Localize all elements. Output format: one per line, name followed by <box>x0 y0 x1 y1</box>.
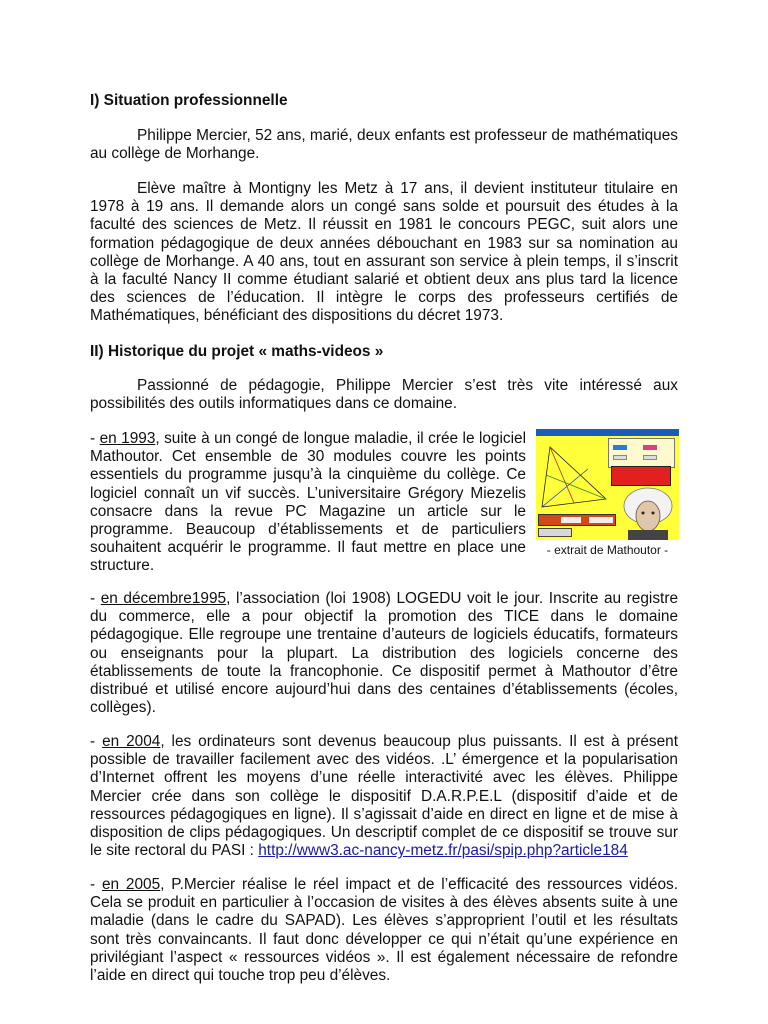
section-heading-historique: II) Historique du projet « maths-videos » <box>90 343 384 360</box>
portrait-image <box>618 484 678 540</box>
paragraph-1993 <box>90 430 526 576</box>
paragraph-1995 <box>90 590 678 717</box>
date-2004: en 2004 <box>102 733 161 750</box>
dash: - <box>90 430 100 447</box>
paragraph-2004 <box>90 733 678 860</box>
pasi-link[interactable]: http://www3.ac-nancy-metz.fr/pasi/spip.php?article184 <box>258 842 628 860</box>
mathoutor-screenshot <box>536 429 679 540</box>
text-2005: , P.Mercier réalise le réel impact et de l’efficacité des ressources vidéos. Cela se produit en particulier à l’occasion de visites à des élèves absents suite à une maladie (dans le cadre du SAPAD). Les élèves s’approprient l’outil et les résultats sont très convaincants. Il faut donc développer ce qui n’était qu’une expérience en privilégiant l’aspect « ressources vidéos ». Il est également nécessaire de refondre l’aide en direct qui touche trop peu d’élèves. <box>90 876 678 985</box>
date-2005: en 2005 <box>101 876 161 893</box>
dash: - <box>90 733 103 750</box>
dash: - <box>90 876 102 893</box>
paragraph-career: Elève maître à Montigny les Metz à 17 ans, il devient instituteur titulaire en 1978 à 19 ans. Il demande alors un congé sans solde et poursuit des études à la faculté des sciences de Metz. Il réussit en 1981 le concours PEGC, suit alors une formation pédagogique de deux années débouchant en 1983 sur sa nomination au collège de Morhange. A 40 ans, tout en assurant son service à plein temps, il s’inscrit à la faculté Nancy II comme étudiant salarié et obtient deux ans plus tard la licence des sciences de l’éducation. Il intègre le corps des professeurs certifiés de Mathématiques, bénéficiant des dispositions du décret 1973. <box>90 180 678 325</box>
text-1993: , suite à un congé de longue maladie, il crée le logiciel Mathoutor. Cet ensemble de 30 modules couvre les points essentiels du programme jusqu’à la cinquième du collège. Ce logiciel connaît un vif succès. L’universitaire Grégory Miezelis consacre dans la revue PC Magazine un article sur le programme. Beaucoup d’établissements et de particuliers souhaitent acquérir le programme. Il faut mettre en place une structure. <box>90 430 526 575</box>
screenshot-button <box>538 528 572 537</box>
screenshot-toolbar <box>538 514 616 526</box>
text-1995: , l’association (loi 1908) LOGEDU voit le jour. Inscrite au registre du commerce, elle a pour objectif la promotion des TICE dans le domaine pédagogique. Elle regroupe une trentaine d’auteurs de logiciels éducatifs, formateurs ou enseignants pour la plupart. La distribution des logiciels concerne des établissements de toute la francophonie. Ce dispositif permet à Mathoutor d’être distribué et utilisé encore aujourd’hui dans des centaines d’établissements (écoles, collèges). <box>90 590 679 717</box>
screenshot-options-panel <box>608 438 675 468</box>
paragraph-passion: Passionné de pédagogie, Philippe Mercier s’est très vite intéressé aux possibilités des outils informatiques dans ce domaine. <box>90 377 678 413</box>
paragraph-2005 <box>90 876 678 985</box>
section-heading-situation: I) Situation professionnelle <box>90 92 288 109</box>
text-2004: , les ordinateurs sont devenus beaucoup plus puissants. Il est à présent possible de travailler facilement avec des vidéos. .L’ émergence et la popularisation d’Internet offrent les moyens d’une réelle interactivité avec les élèves. Philippe Mercier crée dans son collège le dispositif D.A.R.P.E.L (dispositif d’aide et de ressources pédagogiques en ligne). Il s’agissait d’aide en direct en ligne et de mise à disposition de clips pédagogiques. Un descriptif complet de ce dispositif se trouve sur le site rectoral du PASI : <box>90 733 678 860</box>
paragraph-intro-identity: Philippe Mercier, 52 ans, marié, deux enfants est professeur de mathématiques au collège de Morhange. <box>90 127 678 163</box>
screenshot-question-box <box>611 466 671 486</box>
figure-caption: - extrait de Mathoutor - <box>546 543 669 557</box>
date-1995: en décembre1995 <box>100 590 227 607</box>
date-1993: en 1993 <box>99 430 156 447</box>
dash: - <box>90 590 101 607</box>
